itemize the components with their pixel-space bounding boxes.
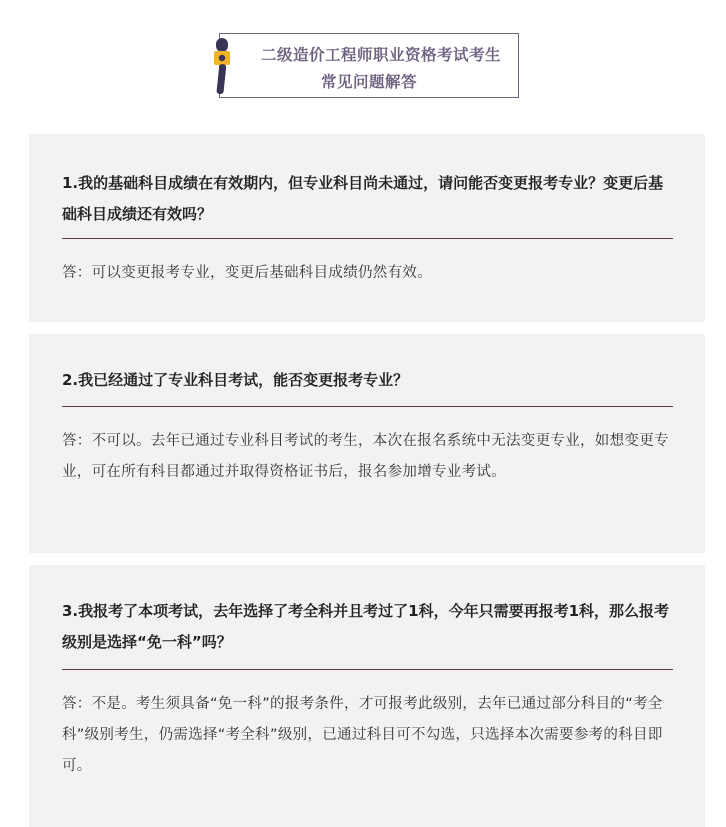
faq-divider-1 [62,238,673,239]
faq-card-3 [29,565,705,827]
faq-divider-3 [62,669,673,670]
faq-answer-1: 答：可以变更报考专业，变更后基础科目成绩仍然有效。 [62,265,432,281]
faq-card-2 [29,334,705,553]
faq-answer-3: 答：不是。考生须具备“免一科”的报考条件，才可报考此级别，去年已通过部分科目的“考全科”级别考生，仍需选择“考全科”级别，已通过科目可不勾选，只选择本次需要参考的科目即可。 [62,696,663,774]
faq-question-1: 1.我的基础科目成绩在有效期内，但专业科目尚未通过，请问能否变更报考专业？变更后基础科目成绩还有效吗？ [62,174,664,223]
faq-divider-2 [62,406,673,407]
page-title-line-1: 二级造价工程师职业资格考试考生 [260,46,501,64]
faq-answer-2: 答：不可以。去年已通过专业科目考试的考生，本次在报名系统中无法变更专业，如想变更专业，可在所有科目都通过并取得资格证书后，报名参加增专业考试。 [62,433,669,480]
title-box [219,33,519,98]
faq-question-2: 2.我已经通过了专业科目考试，能否变更报考专业？ [62,371,409,389]
microphone-icon [210,38,236,96]
faq-question-3: 3.我报考了本项考试，去年选择了考全科并且考过了1科，今年只需要再报考1科，那么报考级别是选择“免一科”吗？ [62,602,670,651]
page-title-line-2: 常见问题解答 [320,73,417,91]
faq-card-1 [29,134,705,322]
